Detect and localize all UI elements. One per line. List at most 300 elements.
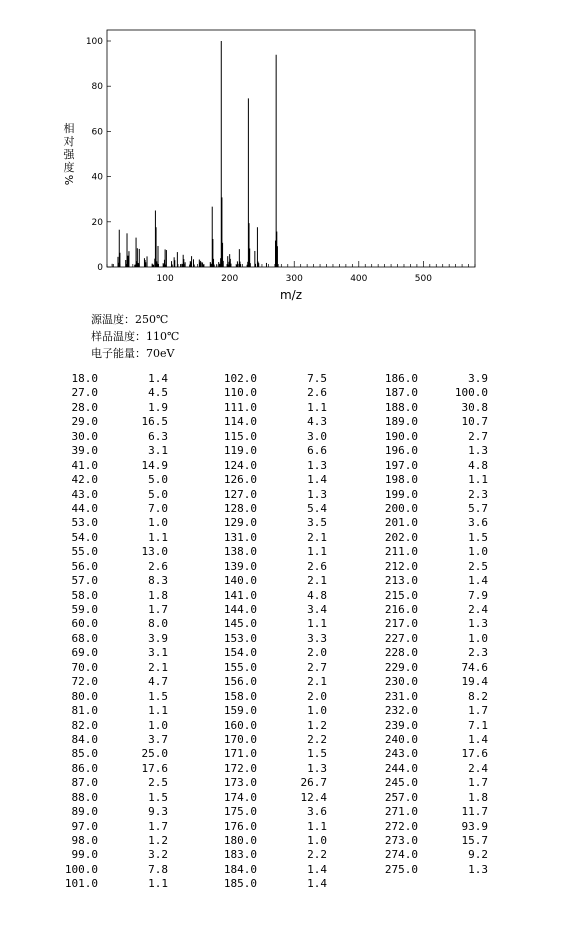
relative-intensity-value: 1.1 [148, 704, 168, 718]
mz-value: 69.0 [71, 646, 98, 660]
mz-value: 217.0 [384, 617, 418, 631]
mz-value: 189.0 [384, 415, 418, 429]
mz-value: 155.0 [223, 660, 257, 674]
peak-table-row [63, 719, 168, 733]
mz-value: 41.0 [71, 458, 98, 472]
relative-intensity-value: 3.9 [468, 372, 488, 385]
peak-table-row [222, 401, 327, 415]
mz-value: 170.0 [223, 732, 257, 746]
peak-table-row [63, 762, 168, 776]
relative-intensity-value: 9.2 [468, 848, 488, 862]
electron-energy: 电子能量：70eV [91, 347, 175, 360]
relative-intensity-value: 3.4 [307, 603, 327, 616]
mz-value: 39.0 [71, 444, 98, 458]
peak-table-row [383, 820, 488, 834]
x-axis-ticks [157, 274, 433, 284]
relative-intensity-value: 7.0 [148, 501, 168, 515]
mz-value: 145.0 [223, 617, 257, 631]
relative-intensity-value: 2.5 [148, 776, 168, 790]
mz-value: 174.0 [223, 790, 257, 804]
relative-intensity-value: 1.8 [148, 588, 168, 602]
y-axis-label-char: 相 [63, 122, 75, 135]
relative-intensity-value: 1.4 [307, 877, 327, 891]
x-tick-label: 100 [156, 274, 174, 284]
relative-intensity-value: 1.3 [468, 617, 488, 631]
relative-intensity-value: 1.8 [468, 790, 488, 804]
y-axis-label-char: 强 [63, 148, 75, 161]
mz-value: 97.0 [71, 819, 98, 833]
relative-intensity-value: 5.7 [468, 501, 488, 515]
peak-table-row [383, 704, 488, 718]
mz-value: 275.0 [384, 862, 418, 876]
relative-intensity-value: 1.0 [307, 704, 327, 718]
relative-intensity-value: 1.1 [148, 530, 168, 544]
mz-value: 56.0 [71, 559, 98, 573]
relative-intensity-value: 1.0 [148, 516, 168, 530]
relative-intensity-value: 3.7 [148, 732, 168, 746]
relative-intensity-value: 17.6 [141, 761, 168, 775]
x-tick-label: 200 [221, 274, 239, 284]
peak-table-row [222, 762, 327, 776]
relative-intensity-value: 1.4 [307, 862, 327, 876]
mz-value: 186.0 [384, 372, 418, 385]
peak-table-row [63, 459, 168, 473]
mz-value: 29.0 [71, 415, 98, 429]
mz-value: 110.0 [223, 386, 257, 400]
mz-value: 98.0 [71, 834, 98, 847]
peak-table-row [63, 430, 168, 444]
mz-value: 229.0 [384, 660, 418, 674]
mass-spectrum-chart [0, 0, 570, 310]
relative-intensity-value: 1.0 [468, 545, 488, 559]
relative-intensity-value: 10.7 [461, 415, 488, 429]
peak-table-row [63, 531, 168, 545]
peak-table-row [383, 444, 488, 458]
mz-value: 239.0 [384, 718, 418, 732]
relative-intensity-value: 3.2 [148, 848, 168, 862]
peak-table-row [222, 704, 327, 718]
mz-value: 243.0 [384, 747, 418, 761]
relative-intensity-value: 2.6 [307, 386, 327, 400]
y-tick-label: 40 [91, 172, 103, 183]
y-axis-label-char: 对 [63, 135, 75, 148]
peak-table-row [383, 372, 488, 386]
mz-value: 59.0 [71, 603, 98, 616]
relative-intensity-value: 1.5 [468, 530, 488, 544]
relative-intensity-value: 8.2 [468, 689, 488, 703]
relative-intensity-value: 3.6 [307, 805, 327, 819]
mz-value: 211.0 [384, 545, 418, 559]
mz-value: 80.0 [71, 689, 98, 703]
mz-value: 54.0 [71, 530, 98, 544]
peak-table-row [383, 675, 488, 689]
peak-table-row [222, 646, 327, 660]
peak-table-row [383, 762, 488, 776]
peak-table-row [383, 863, 488, 877]
relative-intensity-value: 5.0 [148, 473, 168, 487]
relative-intensity-value: 1.1 [307, 819, 327, 833]
peak-table-row [222, 661, 327, 675]
y-tick-label: 80 [91, 82, 103, 93]
relative-intensity-value: 2.1 [307, 675, 327, 689]
mz-value: 172.0 [223, 761, 257, 775]
mz-value: 196.0 [384, 444, 418, 458]
relative-intensity-value: 2.2 [307, 848, 327, 862]
mz-value: 27.0 [71, 386, 98, 400]
relative-intensity-value: 1.3 [468, 862, 488, 876]
mz-value: 197.0 [384, 458, 418, 472]
y-tick-label: 100 [85, 37, 103, 47]
peak-table-row [222, 531, 327, 545]
relative-intensity-value: 1.4 [148, 372, 168, 385]
x-axis-label: m/z [279, 288, 303, 302]
peak-table-row [63, 834, 168, 848]
mz-value: 154.0 [223, 646, 257, 660]
mz-value: 140.0 [223, 574, 257, 588]
mz-value: 126.0 [223, 473, 257, 487]
mz-value: 171.0 [223, 747, 257, 761]
relative-intensity-value: 3.1 [148, 444, 168, 458]
mz-value: 131.0 [223, 530, 257, 544]
mz-value: 198.0 [384, 473, 418, 487]
mz-value: 44.0 [71, 501, 98, 515]
y-tick-label: 60 [91, 127, 103, 138]
relative-intensity-value: 1.5 [307, 747, 327, 761]
relative-intensity-value: 3.3 [307, 631, 327, 645]
mz-value: 257.0 [384, 790, 418, 804]
mz-value: 176.0 [223, 819, 257, 833]
peak-table-row [222, 502, 327, 516]
relative-intensity-value: 8.0 [148, 617, 168, 631]
relative-intensity-value: 8.3 [148, 574, 168, 588]
mz-value: 81.0 [71, 704, 98, 718]
peak-table-row [63, 415, 168, 429]
mz-value: 245.0 [384, 776, 418, 790]
peak-table-row [383, 386, 488, 400]
relative-intensity-value: 17.6 [461, 747, 488, 761]
relative-intensity-value: 25.0 [141, 747, 168, 761]
mz-value: 138.0 [223, 545, 257, 559]
peak-table-row [383, 531, 488, 545]
peak-table-row [63, 675, 168, 689]
mz-value: 160.0 [223, 718, 257, 732]
sample-temperature: 样品温度：110℃ [91, 330, 180, 343]
mz-value: 30.0 [71, 429, 98, 443]
relative-intensity-value: 14.9 [141, 458, 168, 472]
relative-intensity-value: 1.0 [307, 834, 327, 847]
source-temperature: 源温度：250℃ [91, 313, 169, 326]
mz-value: 58.0 [71, 588, 98, 602]
peak-table-row [383, 430, 488, 444]
mz-value: 188.0 [384, 400, 418, 414]
mz-value: 271.0 [384, 805, 418, 819]
peak-table-row [222, 776, 327, 790]
peak-table-row [222, 545, 327, 559]
mz-value: 199.0 [384, 487, 418, 501]
spectrum-peaks [112, 41, 278, 267]
x-tick-label: 500 [414, 274, 432, 284]
mz-value: 128.0 [223, 501, 257, 515]
relative-intensity-value: 1.7 [148, 819, 168, 833]
peak-table-row [222, 617, 327, 631]
mz-value: 55.0 [71, 545, 98, 559]
mz-value: 115.0 [223, 429, 257, 443]
relative-intensity-value: 100.0 [454, 386, 488, 400]
peak-table-row [63, 863, 168, 877]
mz-value: 244.0 [384, 761, 418, 775]
peak-table-row [383, 473, 488, 487]
relative-intensity-value: 4.8 [468, 458, 488, 472]
y-axis-label [62, 121, 76, 185]
peak-table-row [63, 632, 168, 646]
mz-value: 180.0 [223, 834, 257, 847]
mz-value: 213.0 [384, 574, 418, 588]
peak-table-row [63, 516, 168, 530]
mz-value: 72.0 [71, 675, 98, 689]
relative-intensity-value: 1.7 [468, 704, 488, 718]
mz-value: 68.0 [71, 631, 98, 645]
relative-intensity-value: 1.1 [468, 473, 488, 487]
mz-value: 70.0 [71, 660, 98, 674]
peak-table-row [383, 719, 488, 733]
mz-value: 228.0 [384, 646, 418, 660]
relative-intensity-value: 1.3 [468, 444, 488, 458]
peak-table-row [222, 791, 327, 805]
mz-value: 202.0 [384, 530, 418, 544]
peak-table-row [63, 473, 168, 487]
relative-intensity-value: 2.1 [148, 660, 168, 674]
relative-intensity-value: 1.0 [148, 718, 168, 732]
relative-intensity-value: 2.0 [307, 646, 327, 660]
peak-table-row [63, 488, 168, 502]
peak-table-row [383, 415, 488, 429]
mz-value: 43.0 [71, 487, 98, 501]
peak-table-row [63, 733, 168, 747]
peak-table-row [63, 646, 168, 660]
peak-table-row [383, 661, 488, 675]
peak-table-row [383, 589, 488, 603]
mz-value: 184.0 [223, 862, 257, 876]
relative-intensity-value: 15.7 [461, 834, 488, 847]
relative-intensity-value: 1.7 [148, 603, 168, 616]
relative-intensity-value: 2.6 [148, 559, 168, 573]
mz-value: 185.0 [223, 877, 257, 891]
mz-value: 231.0 [384, 689, 418, 703]
relative-intensity-value: 2.4 [468, 761, 488, 775]
mz-value: 124.0 [223, 458, 257, 472]
mz-value: 230.0 [384, 675, 418, 689]
y-axis-label-char: % [62, 174, 75, 186]
mz-value: 216.0 [384, 603, 418, 616]
relative-intensity-value: 2.7 [468, 429, 488, 443]
peak-table-row [63, 776, 168, 790]
peak-table-row [222, 386, 327, 400]
peak-table-row [383, 690, 488, 704]
mz-value: 84.0 [71, 732, 98, 746]
mz-value: 119.0 [223, 444, 257, 458]
relative-intensity-value: 5.0 [148, 487, 168, 501]
peak-table-row [383, 776, 488, 790]
peak-table-row [63, 877, 168, 891]
x-minor-ticks [107, 261, 475, 267]
mz-value: 240.0 [384, 732, 418, 746]
mz-value: 129.0 [223, 516, 257, 530]
relative-intensity-value: 1.1 [307, 617, 327, 631]
relative-intensity-value: 7.1 [468, 718, 488, 732]
mz-value: 102.0 [223, 372, 257, 385]
peak-table-row [63, 661, 168, 675]
peak-table-row [63, 589, 168, 603]
relative-intensity-value: 1.3 [307, 487, 327, 501]
peak-table-row [222, 459, 327, 473]
peak-table-row [383, 848, 488, 862]
mz-value: 200.0 [384, 501, 418, 515]
peak-table-row [222, 877, 327, 891]
mz-value: 158.0 [223, 689, 257, 703]
relative-intensity-value: 2.1 [307, 530, 327, 544]
mz-value: 273.0 [384, 834, 418, 847]
mz-value: 187.0 [384, 386, 418, 400]
peak-table-row [383, 545, 488, 559]
mz-value: 272.0 [384, 819, 418, 833]
peak-table-row [383, 646, 488, 660]
relative-intensity-value: 26.7 [300, 776, 327, 790]
relative-intensity-value: 1.2 [148, 834, 168, 847]
y-tick-label: 20 [91, 217, 103, 228]
mz-value: 175.0 [223, 805, 257, 819]
mz-value: 100.0 [64, 862, 98, 876]
peak-table-row [63, 848, 168, 862]
relative-intensity-value: 2.6 [307, 559, 327, 573]
peak-table-row [383, 603, 488, 617]
mz-value: 28.0 [71, 400, 98, 414]
mz-value: 111.0 [223, 400, 257, 414]
relative-intensity-value: 6.6 [307, 444, 327, 458]
mz-value: 85.0 [71, 747, 98, 761]
mz-value: 227.0 [384, 631, 418, 645]
relative-intensity-value: 12.4 [300, 790, 327, 804]
mz-value: 215.0 [384, 588, 418, 602]
peak-table-row [222, 589, 327, 603]
relative-intensity-value: 2.1 [307, 574, 327, 588]
mz-value: 139.0 [223, 559, 257, 573]
y-axis-label-char: 度 [63, 161, 75, 174]
mz-value: 42.0 [71, 473, 98, 487]
relative-intensity-value: 4.7 [148, 675, 168, 689]
mz-value: 144.0 [223, 603, 257, 616]
mz-value: 87.0 [71, 776, 98, 790]
relative-intensity-value: 1.5 [148, 790, 168, 804]
relative-intensity-value: 2.7 [307, 660, 327, 674]
relative-intensity-value: 1.7 [468, 776, 488, 790]
peak-table-row [63, 574, 168, 588]
peak-table-row [383, 834, 488, 848]
mz-value: 114.0 [223, 415, 257, 429]
mz-value: 141.0 [223, 588, 257, 602]
mz-value: 190.0 [384, 429, 418, 443]
peak-table-row [383, 488, 488, 502]
relative-intensity-value: 93.9 [461, 819, 488, 833]
mz-value: 101.0 [64, 877, 98, 891]
peak-table-row [222, 719, 327, 733]
peak-table-row [222, 430, 327, 444]
relative-intensity-value: 1.4 [468, 732, 488, 746]
relative-intensity-value: 4.5 [148, 386, 168, 400]
relative-intensity-value: 16.5 [141, 415, 168, 429]
peak-table-row [63, 603, 168, 617]
peak-table-column-1 [63, 372, 168, 892]
relative-intensity-value: 7.5 [307, 372, 327, 385]
relative-intensity-value: 1.3 [307, 458, 327, 472]
mz-value: 183.0 [223, 848, 257, 862]
peak-table-row [222, 863, 327, 877]
peak-table-row [383, 747, 488, 761]
relative-intensity-value: 3.6 [468, 516, 488, 530]
peak-table-row [222, 805, 327, 819]
peak-table-row [383, 459, 488, 473]
mz-value: 60.0 [71, 617, 98, 631]
peak-table-column-2 [222, 372, 327, 892]
relative-intensity-value: 1.9 [148, 400, 168, 414]
mz-value: 201.0 [384, 516, 418, 530]
relative-intensity-value: 3.1 [148, 646, 168, 660]
relative-intensity-value: 1.5 [148, 689, 168, 703]
y-tick-label: 0 [97, 263, 103, 273]
mz-value: 88.0 [71, 790, 98, 804]
peak-table-row [63, 690, 168, 704]
relative-intensity-value: 6.3 [148, 429, 168, 443]
peak-table-row [63, 805, 168, 819]
relative-intensity-value: 4.8 [307, 588, 327, 602]
peak-table-row [222, 848, 327, 862]
peak-table-row [63, 820, 168, 834]
relative-intensity-value: 2.0 [307, 689, 327, 703]
mz-value: 159.0 [223, 704, 257, 718]
peak-table-row [222, 747, 327, 761]
mz-value: 127.0 [223, 487, 257, 501]
mz-value: 89.0 [71, 805, 98, 819]
mz-value: 153.0 [223, 631, 257, 645]
relative-intensity-value: 7.9 [468, 588, 488, 602]
peak-table-column-3 [383, 372, 488, 877]
plot-frame [107, 30, 475, 267]
peak-table-row [222, 444, 327, 458]
peak-table-row [222, 690, 327, 704]
relative-intensity-value: 1.4 [468, 574, 488, 588]
peak-table-row [63, 791, 168, 805]
peak-table-row [383, 617, 488, 631]
relative-intensity-value: 19.4 [461, 675, 488, 689]
peak-table-row [383, 632, 488, 646]
mz-value: 274.0 [384, 848, 418, 862]
mz-value: 82.0 [71, 718, 98, 732]
peak-table-row [383, 574, 488, 588]
mz-value: 212.0 [384, 559, 418, 573]
relative-intensity-value: 7.8 [148, 862, 168, 876]
mz-value: 18.0 [71, 372, 98, 385]
relative-intensity-value: 30.8 [461, 400, 488, 414]
relative-intensity-value: 2.5 [468, 559, 488, 573]
relative-intensity-value: 2.3 [468, 646, 488, 660]
peak-table-row [222, 415, 327, 429]
relative-intensity-value: 11.7 [461, 805, 488, 819]
relative-intensity-value: 4.3 [307, 415, 327, 429]
peak-table-row [222, 372, 327, 386]
peak-table-row [63, 401, 168, 415]
x-tick-label: 300 [285, 274, 303, 284]
relative-intensity-value: 2.3 [468, 487, 488, 501]
peak-table-row [63, 545, 168, 559]
